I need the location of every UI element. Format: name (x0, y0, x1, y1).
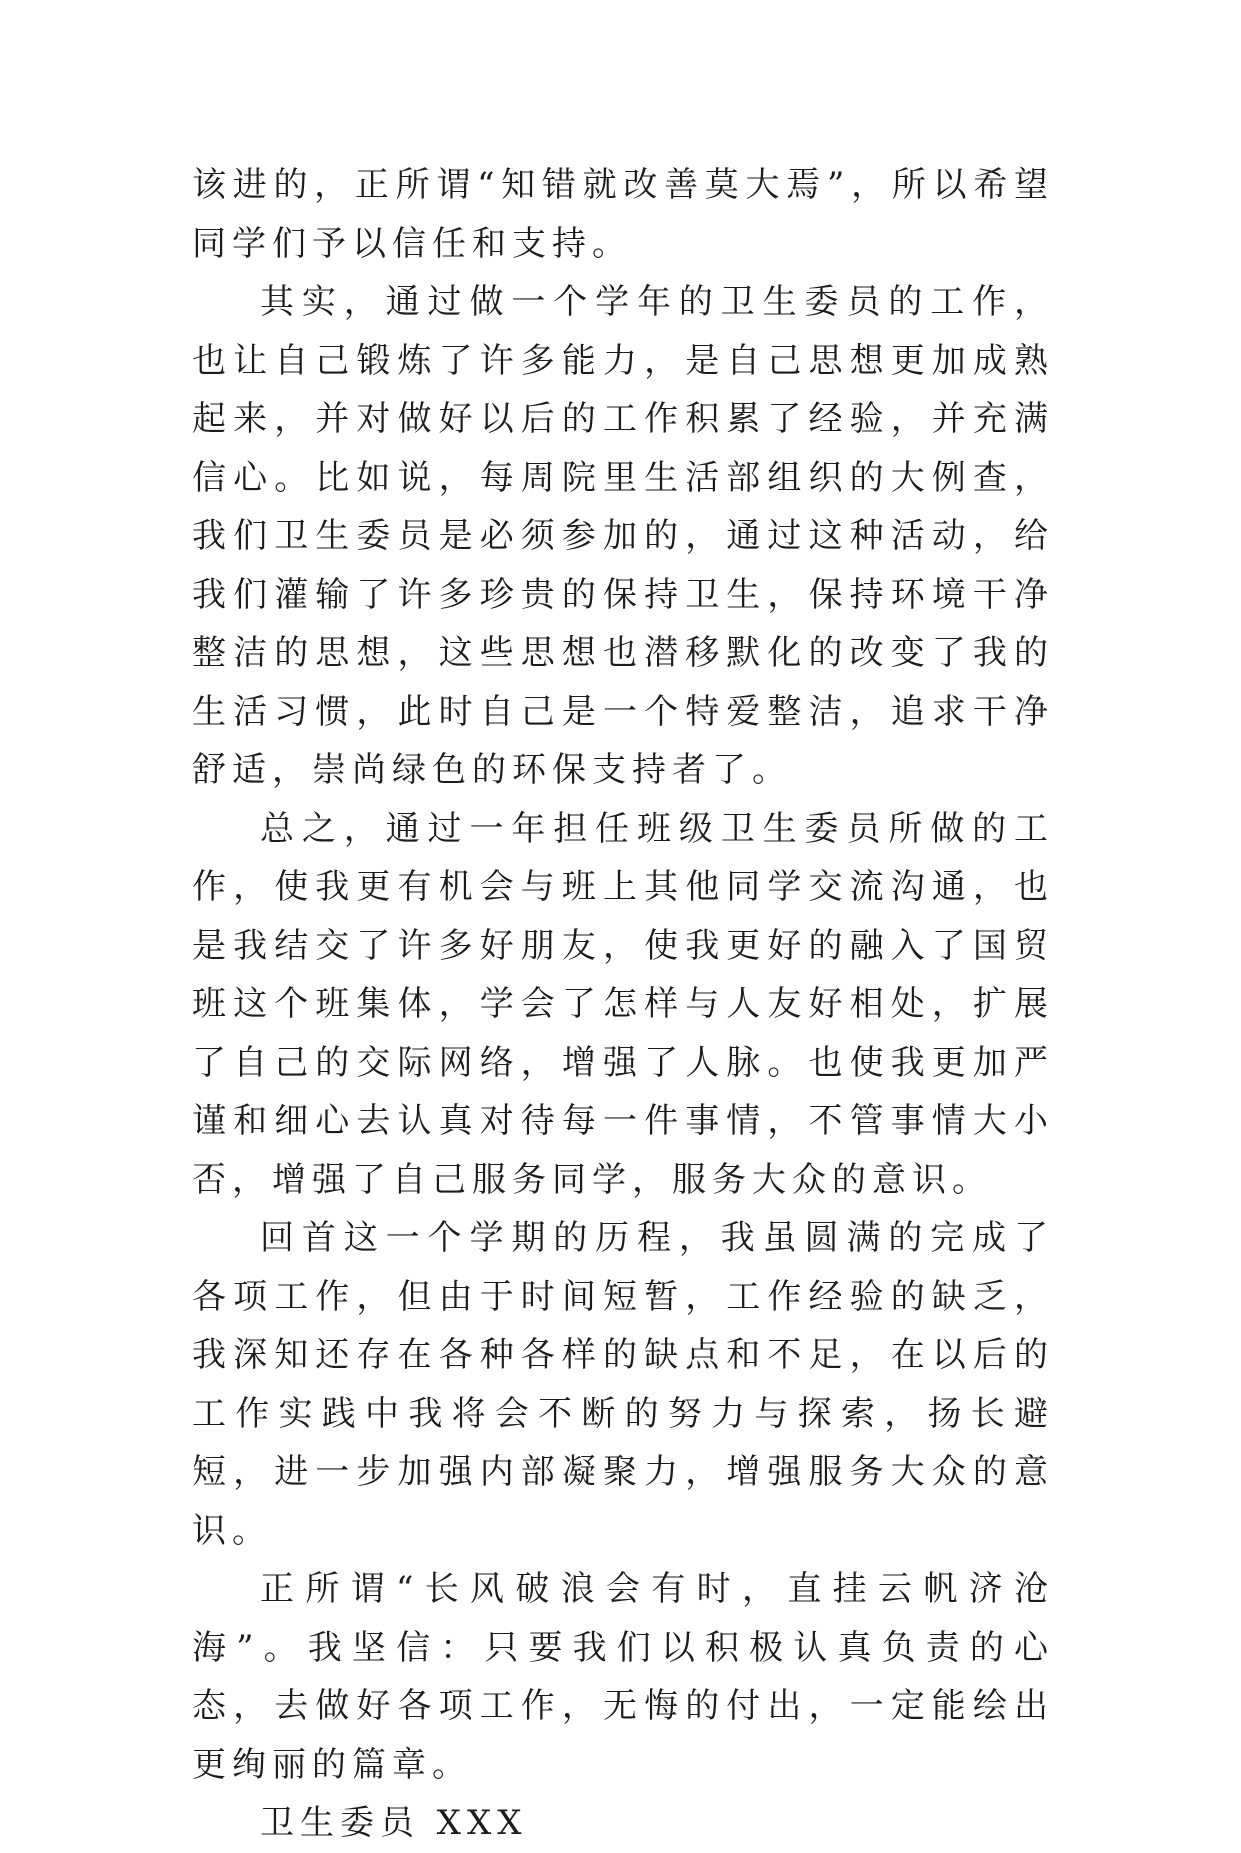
paragraph-continuation: 该进的，正所谓“知错就改善莫大焉”，所以希望同学们予以信任和支持。 (192, 165, 1054, 264)
paragraph-review: 回首这一个学期的历程，我虽圆满的完成了各项工作，但由于时间短暂，工作经验的缺乏，我深知还存在各种各样的缺点和不足，在以后的工作实践中我将会不断的努力与探索，扬长避短，进一步加强内部凝聚力，增强服务大众的意识。 (192, 1218, 1054, 1551)
signature: 卫生委员 XXX (260, 1803, 528, 1843)
paragraph-experience: 其实，通过做一个学年的卫生委员的工作，也让自己锻炼了许多能力，是自己思想更加成熟起来，并对做好以后的工作积累了经验，并充满信心。比如说，每周院里生活部组织的大例查，我们卫生委员是必须参加的，通过这种活动，给我们灌输了许多珍贵的保持卫生，保持环境干净整洁的思想，这些思想也潜移默化的改变了我的生活习惯，此时自己是一个特爱整洁，追求干净舒适，崇尚绿色的环保支持者了。 (192, 282, 1054, 790)
paragraph-summary: 总之，通过一年担任班级卫生委员所做的工作，使我更有机会与班上其他同学交流沟通，也是我结交了许多好朋友，使我更好的融入了国贸班这个班集体，学会了怎样与人友好相处，扩展了自己的交际网络，增强了人脉。也使我更加严谨和细心去认真对待每一件事情，不管事情大小否，增强了自己服务同学，服务大众的意识。 (192, 808, 1054, 1200)
paragraph-conclusion: 正所谓“长风破浪会有时，直挂云帆济沧海”。我坚信：只要我们以积极认真负责的心态，去做好各项工作，无悔的付出，一定能绘出更绚丽的篇章。 (192, 1569, 1054, 1785)
document-body (192, 156, 1054, 1853)
